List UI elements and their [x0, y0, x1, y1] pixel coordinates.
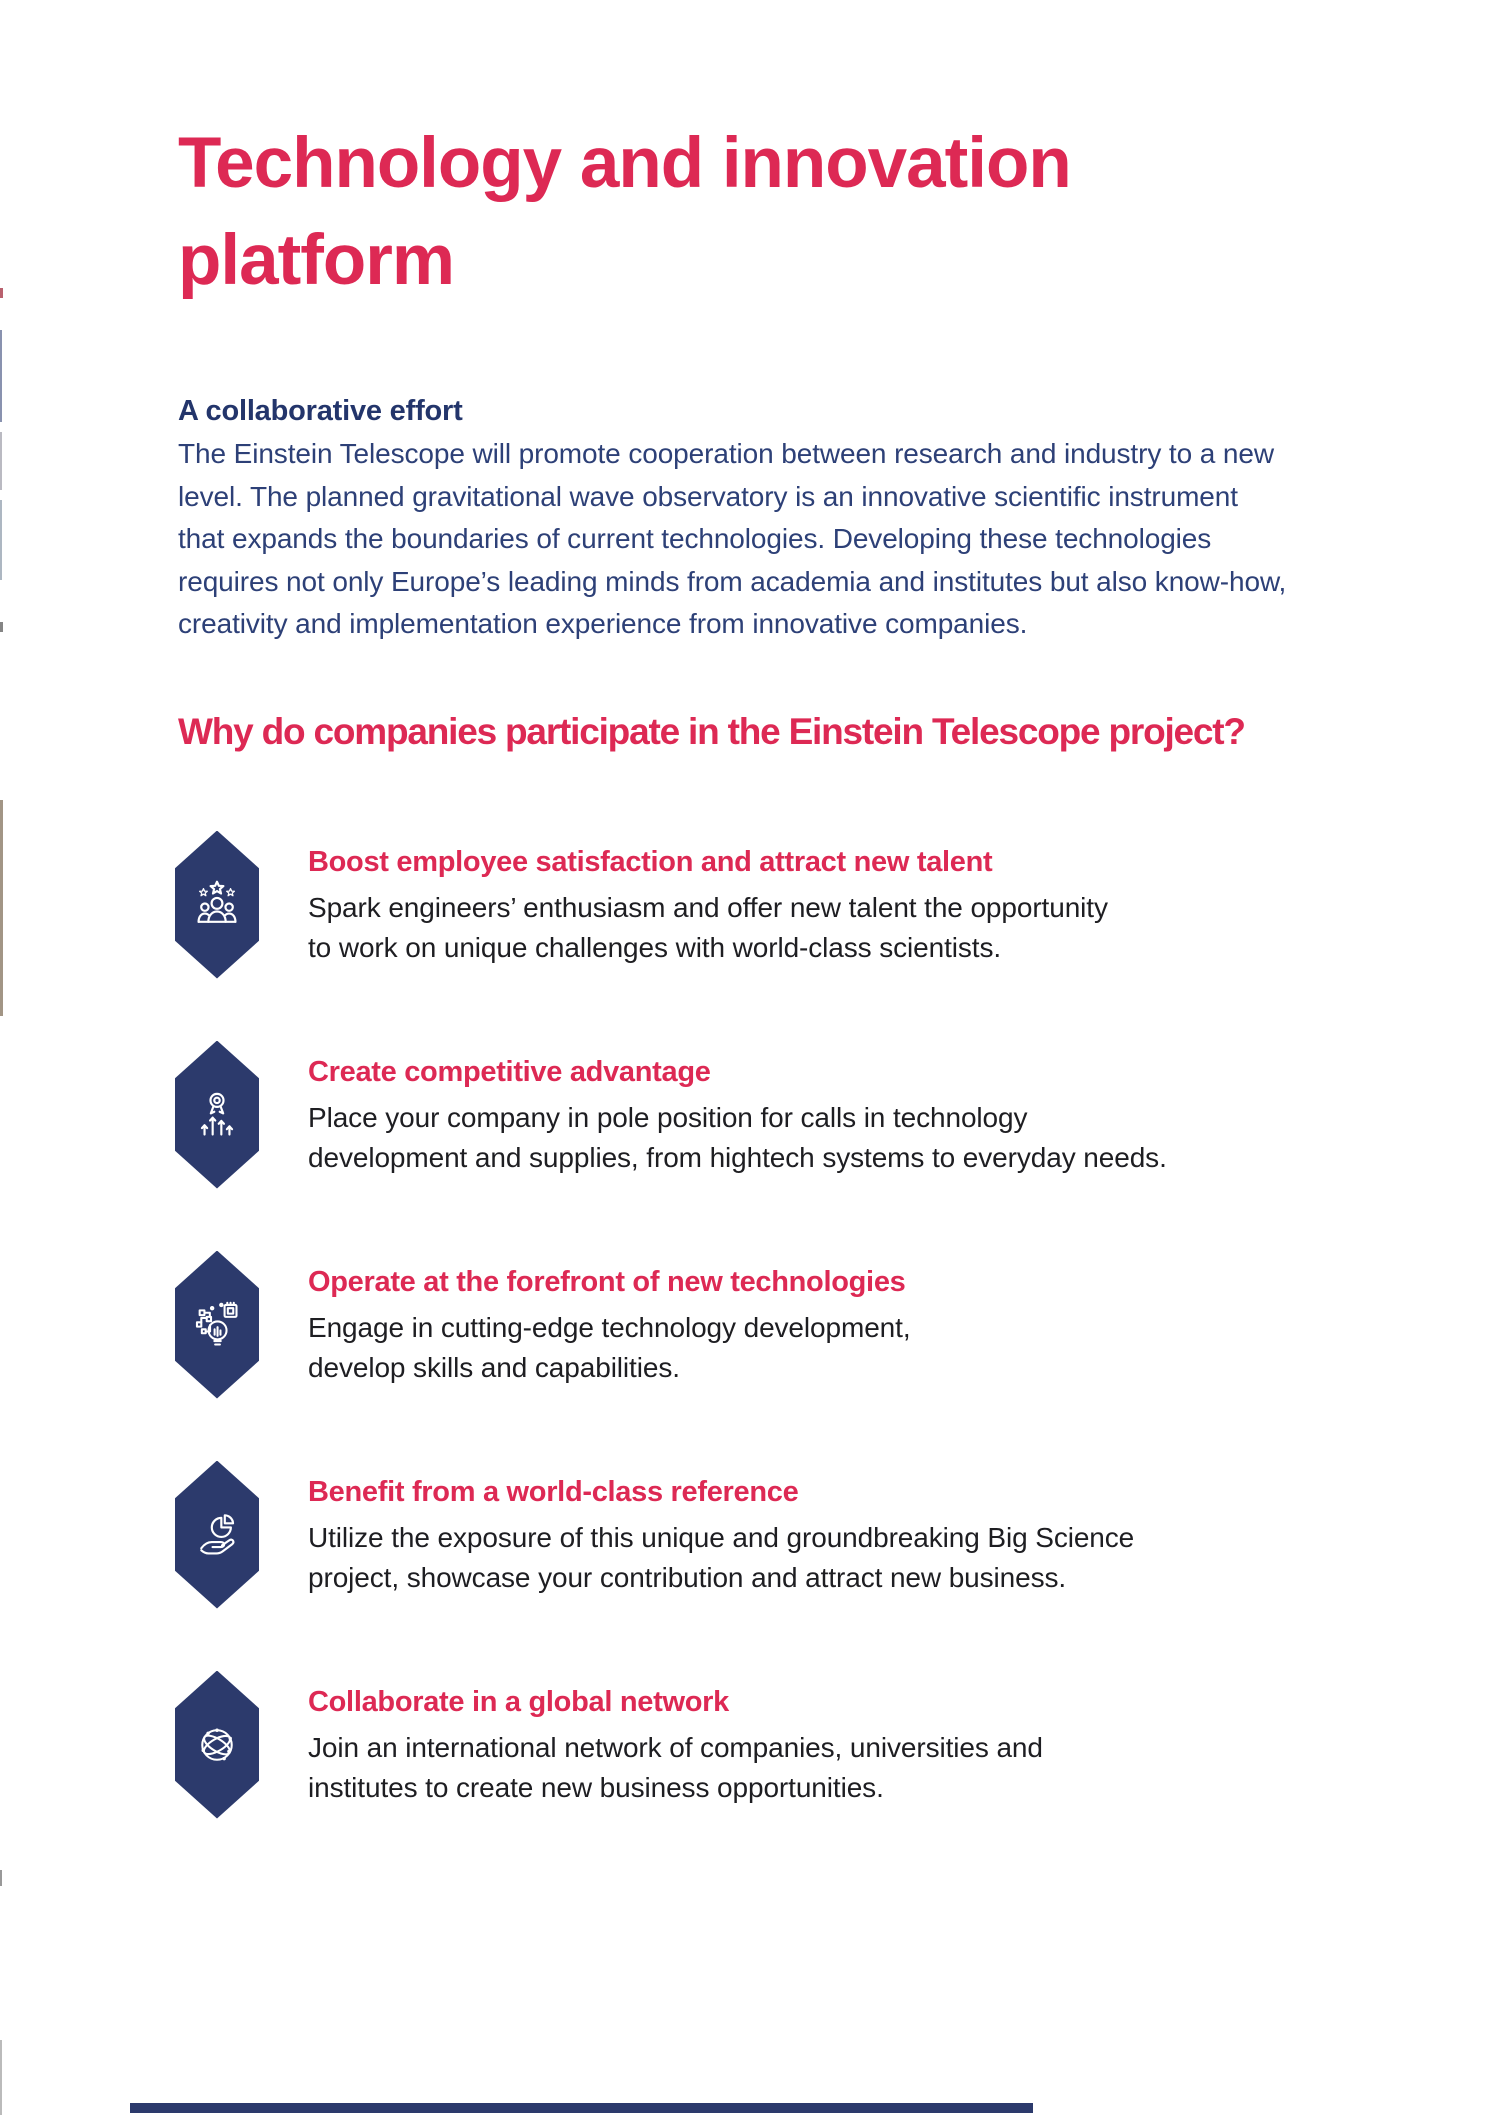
hand-pie-chart-icon — [191, 1509, 243, 1561]
scan-artifact — [0, 622, 3, 632]
benefit-hexagon — [175, 1251, 259, 1399]
benefit-hexagon — [175, 1671, 259, 1819]
benefit-description-line: Spark engineers’ enthusiasm and offer new talent the opportunity — [308, 891, 1108, 923]
scan-artifact — [0, 330, 2, 422]
intro-paragraph-line: requires not only Europe’s leading minds from academia and institutes but also know-how, — [178, 565, 1287, 597]
benefit-text — [308, 1461, 1134, 1598]
benefit-text — [308, 831, 1108, 968]
scan-artifact — [0, 288, 3, 298]
page-title — [178, 115, 1500, 309]
scan-artifact — [0, 500, 2, 580]
benefit-hexagon — [175, 831, 259, 979]
benefit-description-line: project, showcase your contribution and attract new business. — [308, 1561, 1067, 1593]
benefit-text — [308, 1251, 911, 1388]
benefit-description-line: to work on unique challenges with world-class scientists. — [308, 931, 1002, 963]
benefit-text — [308, 1671, 1043, 1808]
benefit-description-line: institutes to create new business opportunities. — [308, 1771, 884, 1803]
benefit-hexagon — [175, 1461, 259, 1609]
benefit-description-line: Utilize the exposure of this unique and groundbreaking Big Science — [308, 1521, 1135, 1553]
intro-section — [178, 393, 1500, 646]
scan-artifact — [0, 432, 2, 490]
intro-paragraph-line: that expands the boundaries of current technologies. Developing these technologies — [178, 523, 1212, 554]
benefit-description-line: Join an international network of companies, universities and — [308, 1731, 1043, 1763]
scan-artifact — [0, 1870, 2, 1886]
benefit-title: Boost employee satisfaction and attract new talent — [308, 845, 993, 878]
benefit-title: Collaborate in a global network — [308, 1685, 729, 1718]
page-title-line-1: Technology and innovation — [178, 124, 1071, 203]
benefit-description — [308, 1308, 911, 1388]
award-arrows-icon — [191, 1089, 243, 1141]
scan-artifact — [0, 2040, 2, 2115]
innovation-bulb-icon — [191, 1299, 243, 1351]
page-title-line-2: platform — [178, 221, 454, 300]
benefit-description — [308, 1098, 1167, 1178]
benefit-title: Create competitive advantage — [308, 1055, 711, 1088]
page-content — [178, 0, 1500, 1881]
team-stars-icon — [191, 879, 243, 931]
intro-paragraph-line: level. The planned gravitational wave observatory is an innovative scientific instrument — [178, 480, 1238, 512]
benefit-hexagon — [175, 1041, 259, 1189]
benefit-title: Operate at the forefront of new technologies — [308, 1265, 906, 1298]
benefit-item — [178, 1041, 1500, 1189]
benefit-item — [178, 1671, 1500, 1819]
intro-paragraph-line: The Einstein Telescope will promote cooperation between research and industry to a new — [178, 438, 1274, 469]
benefit-description-line: Place your company in pole position for calls in technology — [308, 1101, 1028, 1133]
intro-paragraph-line: creativity and implementation experience from innovative companies. — [178, 608, 1028, 639]
intro-heading: A collaborative effort — [178, 395, 463, 427]
intro-paragraph — [178, 433, 1500, 646]
benefit-description — [308, 1518, 1134, 1598]
benefit-item — [178, 1251, 1500, 1399]
benefit-description-line: development and supplies, from hightech systems to everyday needs. — [308, 1141, 1167, 1173]
benefits-list — [178, 831, 1500, 1819]
benefit-description-line: develop skills and capabilities. — [308, 1351, 680, 1383]
section-heading: Why do companies participate in the Einstein Telescope project? — [178, 710, 1245, 752]
benefit-item — [178, 831, 1500, 979]
benefit-description — [308, 1728, 1043, 1808]
global-network-icon — [191, 1719, 243, 1771]
benefit-item — [178, 1461, 1500, 1609]
benefit-title: Benefit from a world-class reference — [308, 1475, 799, 1508]
benefit-description — [308, 888, 1108, 968]
scan-artifact — [0, 800, 3, 1016]
benefit-description-line: Engage in cutting-edge technology development, — [308, 1311, 911, 1343]
footer-accent-bar — [130, 2103, 1033, 2113]
benefit-text — [308, 1041, 1167, 1178]
